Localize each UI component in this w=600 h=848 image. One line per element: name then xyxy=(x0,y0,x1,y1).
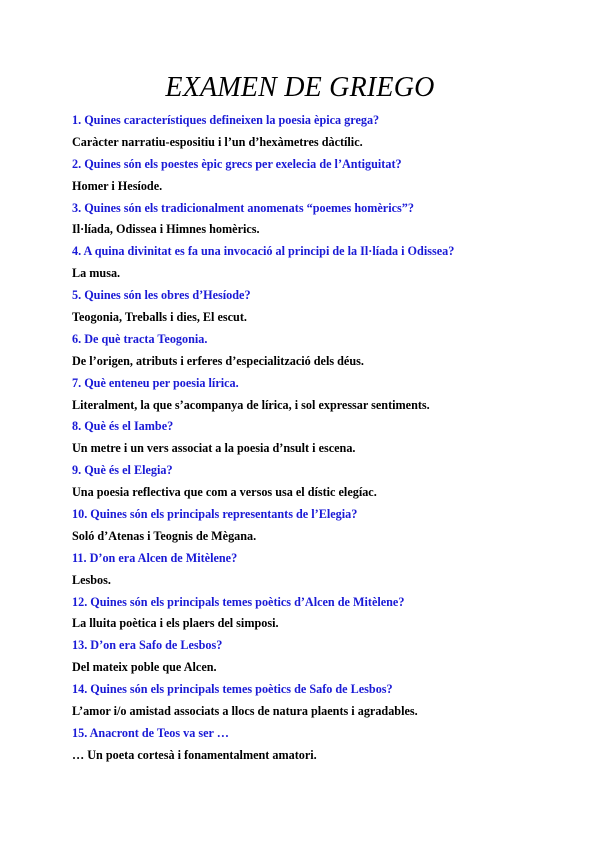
qa-item-2 xyxy=(72,154,582,198)
qa-item-15 xyxy=(72,723,582,767)
answer-text: Teogonia, Treballs i dies, El escut. xyxy=(72,310,247,325)
question-text: 12. Quines són els principals temes poètics d’Alcen de Mitèlene? xyxy=(72,594,405,609)
page-title: EXAMEN DE GRIEGO xyxy=(165,72,435,103)
qa-item-11 xyxy=(72,548,582,592)
question-text: 2. Quines són els poestes èpic grecs per exelecia de l’Antiguitat? xyxy=(72,156,402,171)
answer-text: Soló d’Atenas i Teognis de Mègana. xyxy=(72,528,257,543)
answer-text: Il·líada, Odissea i Himnes homèrics. xyxy=(72,222,260,237)
question-text: 1. Quines característiques defineixen la poesia èpica grega? xyxy=(72,113,380,127)
qa-item-1 xyxy=(72,110,582,154)
answer-text: Un metre i un vers associat a la poesia d’nsult i escena. xyxy=(72,441,356,456)
answer-text: La lluita poètica i els plaers del simposi. xyxy=(72,616,279,631)
qa-item-5 xyxy=(72,285,582,329)
qa-item-10 xyxy=(72,504,582,548)
question-text: 7. Què enteneu per poesia lírica. xyxy=(72,375,239,390)
answer-text: … Un poeta cortesà i fonamentalment amatori. xyxy=(72,747,317,762)
answer-text: L’amor i/o amistad associats a llocs de natura plaents i agradables. xyxy=(72,704,418,719)
question-text: 4. A quina divinitat es fa una invocació al principi de la Il·líada i Odissea? xyxy=(72,244,455,259)
question-text: 3. Quines són els tradicionalment anomenats “poemes homèrics”? xyxy=(72,200,414,215)
qa-item-7 xyxy=(72,373,582,417)
question-text: 14. Quines són els principals temes poètics de Safo de Lesbos? xyxy=(72,682,393,697)
question-text: 6. De què tracta Teogonia. xyxy=(72,331,208,346)
question-text: 10. Quines són els principals representants de l’Elegia? xyxy=(72,507,358,522)
qa-item-3 xyxy=(72,198,582,242)
answer-text: De l’origen, atributs i erferes d’especialització dels déus. xyxy=(72,353,364,368)
qa-item-14 xyxy=(72,679,582,723)
answer-text: Literalment, la que s’acompanya de lírica, i sol expressar sentiments. xyxy=(72,397,430,412)
qa-item-6 xyxy=(72,329,582,373)
qa-item-9 xyxy=(72,460,582,504)
question-text: 9. Què és el Elegia? xyxy=(72,463,173,478)
answer-text: Del mateix poble que Alcen. xyxy=(72,660,217,675)
question-text: 5. Quines són les obres d’Hesíode? xyxy=(72,288,251,303)
question-answer-list xyxy=(72,110,582,767)
qa-item-12 xyxy=(72,592,582,636)
answer-text: Lesbos. xyxy=(72,572,111,587)
question-text: 8. Què és el Iambe? xyxy=(72,419,174,434)
answer-text: Caràcter narratiu-espositiu i l’un d’hexàmetres dàctílic. xyxy=(72,134,363,149)
answer-text: Una poesia reflectiva que com a versos usa el dístic elegíac. xyxy=(72,485,377,500)
qa-item-13 xyxy=(72,635,582,679)
qa-item-4 xyxy=(72,241,582,285)
answer-text: La musa. xyxy=(72,266,121,281)
question-text: 15. Anacront de Teos va ser … xyxy=(72,725,229,740)
question-text: 11. D’on era Alcen de Mitèlene? xyxy=(72,550,238,565)
qa-item-8 xyxy=(72,416,582,460)
answer-text: Homer i Hesíode. xyxy=(72,178,163,193)
question-text: 13. D’on era Safo de Lesbos? xyxy=(72,638,223,653)
